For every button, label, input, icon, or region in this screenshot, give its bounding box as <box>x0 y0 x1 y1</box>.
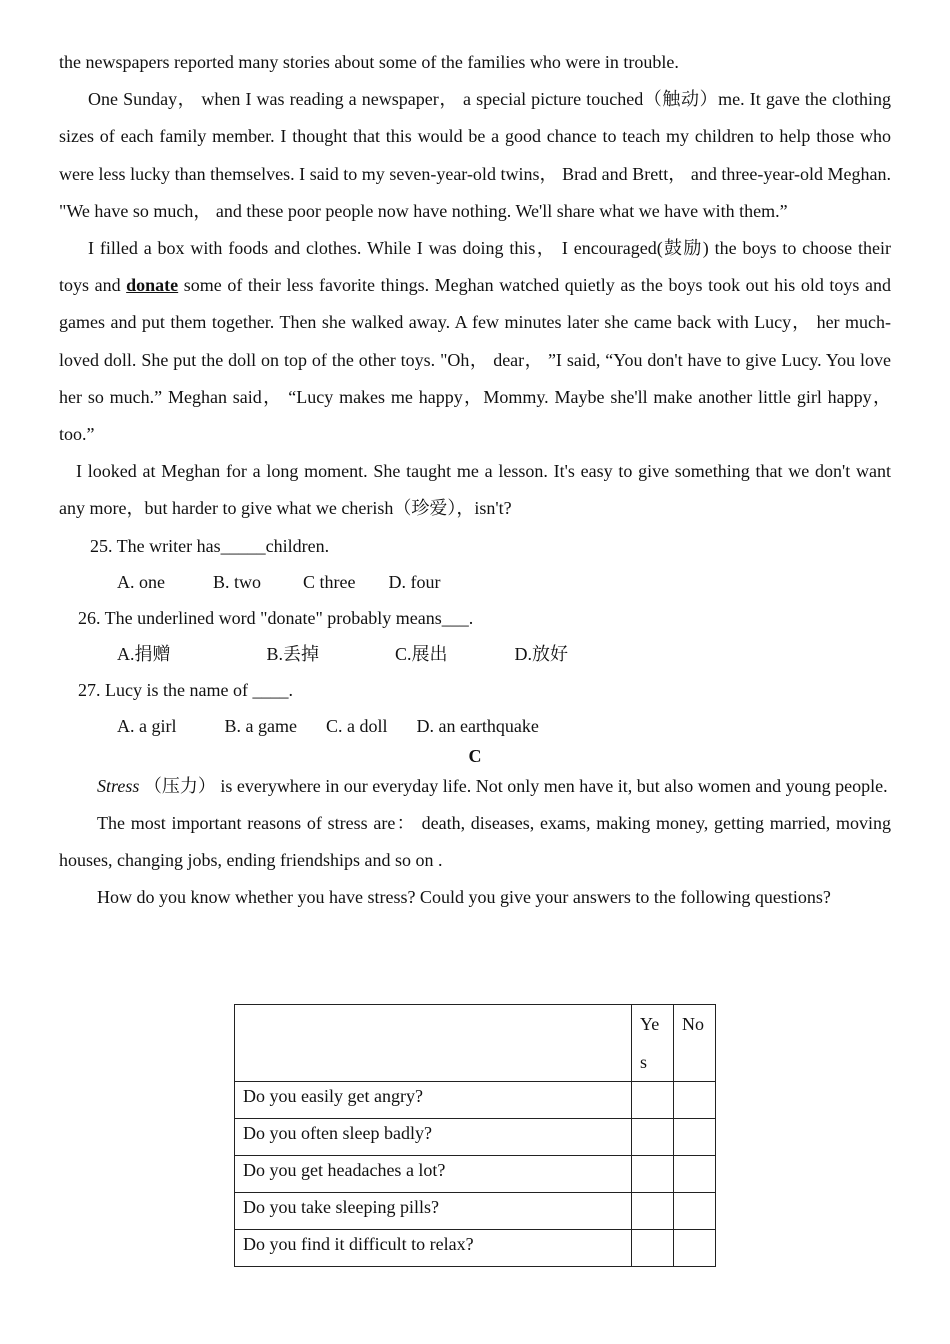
no-cell[interactable] <box>674 1082 716 1119</box>
exam-page <box>59 44 891 916</box>
option-d: D.放好 <box>514 643 569 664</box>
option-b: B. two <box>213 571 262 592</box>
table-row <box>235 1119 716 1156</box>
option-a: A.捐赠 <box>117 643 171 664</box>
option-d: D. an earthquake <box>416 715 539 736</box>
option-c: C. a doll <box>325 715 388 736</box>
paragraph-text: （压力） is everywhere in our everyday life. Not only men have it, but also women and young people. <box>143 775 888 796</box>
question-26: 26. The underlined word "donate" probably means___. <box>78 607 474 628</box>
question-27-options <box>59 708 891 744</box>
question-cell: Do you find it difficult to relax? <box>235 1230 632 1267</box>
option-a: A. a girl <box>117 715 177 736</box>
question-cell: Do you take sleeping pills? <box>235 1193 632 1230</box>
question-26-options <box>59 636 891 672</box>
passage-c-paragraph-2: The most important reasons of stress are： death, diseases, exams, making money, getting married, moving houses, changing jobs, ending friendships and so on . <box>59 812 891 871</box>
yes-cell[interactable] <box>632 1119 674 1156</box>
paragraph-text: some of their less favorite things. Meghan watched quietly as the boys took out his old toys and games and put them together. Then she walked away. A few minutes later she came back with Lucy， her much-loved doll. She put the doll on top of the other toys. "Oh， dear， ”I said, “You don't have to give Lucy. You love her so much.” Meghan said， “Lucy makes me happy，Mommy. Maybe she'll make another little girl happy，too.” <box>59 275 891 445</box>
table-header-row <box>235 1005 716 1082</box>
question-25: 25. The writer has_____children. <box>90 535 330 556</box>
passage-b-paragraph-2: One Sunday， when I was reading a newspaper， a special picture touched（触动）me. It gave the clothing sizes of each family member. I thought that this would be a good chance to teach my children to help those who were less lucky than themselves. I said to my seven-year-old twins， Brad and Brett， and three-year-old Meghan. "We have so much， and these poor people now have nothing. We'll share what we have with them.” <box>59 89 891 221</box>
header-no: No <box>674 1005 716 1082</box>
underlined-word: donate <box>126 275 179 296</box>
table-row <box>235 1156 716 1193</box>
passage-b-paragraph-4: I looked at Meghan for a long moment. She taught me a lesson. It's easy to give something that we don't want any more，but harder to give what we cherish（珍爱），isn't? <box>59 461 891 519</box>
option-b: B.丢掉 <box>266 643 320 664</box>
no-cell[interactable] <box>674 1230 716 1267</box>
question-25-options <box>59 564 891 600</box>
option-a: A. one <box>117 571 165 592</box>
passage-c-paragraph-3: How do you know whether you have stress? Could you give your answers to the following questions? <box>97 887 831 908</box>
yes-cell[interactable] <box>632 1230 674 1267</box>
question-cell: Do you easily get angry? <box>235 1082 632 1119</box>
passage-b-paragraph-3 <box>59 230 891 453</box>
question-27: 27. Lucy is the name of ____. <box>78 679 293 700</box>
header-yes: Yes <box>632 1005 674 1082</box>
stress-questionnaire-table <box>234 1004 716 1267</box>
yes-cell[interactable] <box>632 1156 674 1193</box>
paragraph-text: I filled a box with foods and clothes. While I was doing this， I encouraged(鼓励) the boys to choose their toys and <box>59 238 891 296</box>
yes-cell[interactable] <box>632 1193 674 1230</box>
no-cell[interactable] <box>674 1193 716 1230</box>
option-c: C.展出 <box>395 643 448 664</box>
option-d: D. four <box>388 571 441 592</box>
question-cell: Do you often sleep badly? <box>235 1119 632 1156</box>
no-cell[interactable] <box>674 1119 716 1156</box>
passage-b-paragraph-1: the newspapers reported many stories about some of the families who were in trouble. <box>59 52 679 72</box>
no-cell[interactable] <box>674 1156 716 1193</box>
header-question-cell <box>235 1005 632 1082</box>
option-b: B. a game <box>224 715 297 736</box>
table-row <box>235 1082 716 1119</box>
yes-cell[interactable] <box>632 1082 674 1119</box>
passage-c-heading: C <box>468 745 482 766</box>
stress-term: Stress <box>97 775 140 796</box>
option-c: C three <box>303 571 356 592</box>
table-row <box>235 1230 716 1267</box>
passage-c-paragraph-1 <box>59 768 891 805</box>
question-cell: Do you get headaches a lot? <box>235 1156 632 1193</box>
table-row <box>235 1193 716 1230</box>
